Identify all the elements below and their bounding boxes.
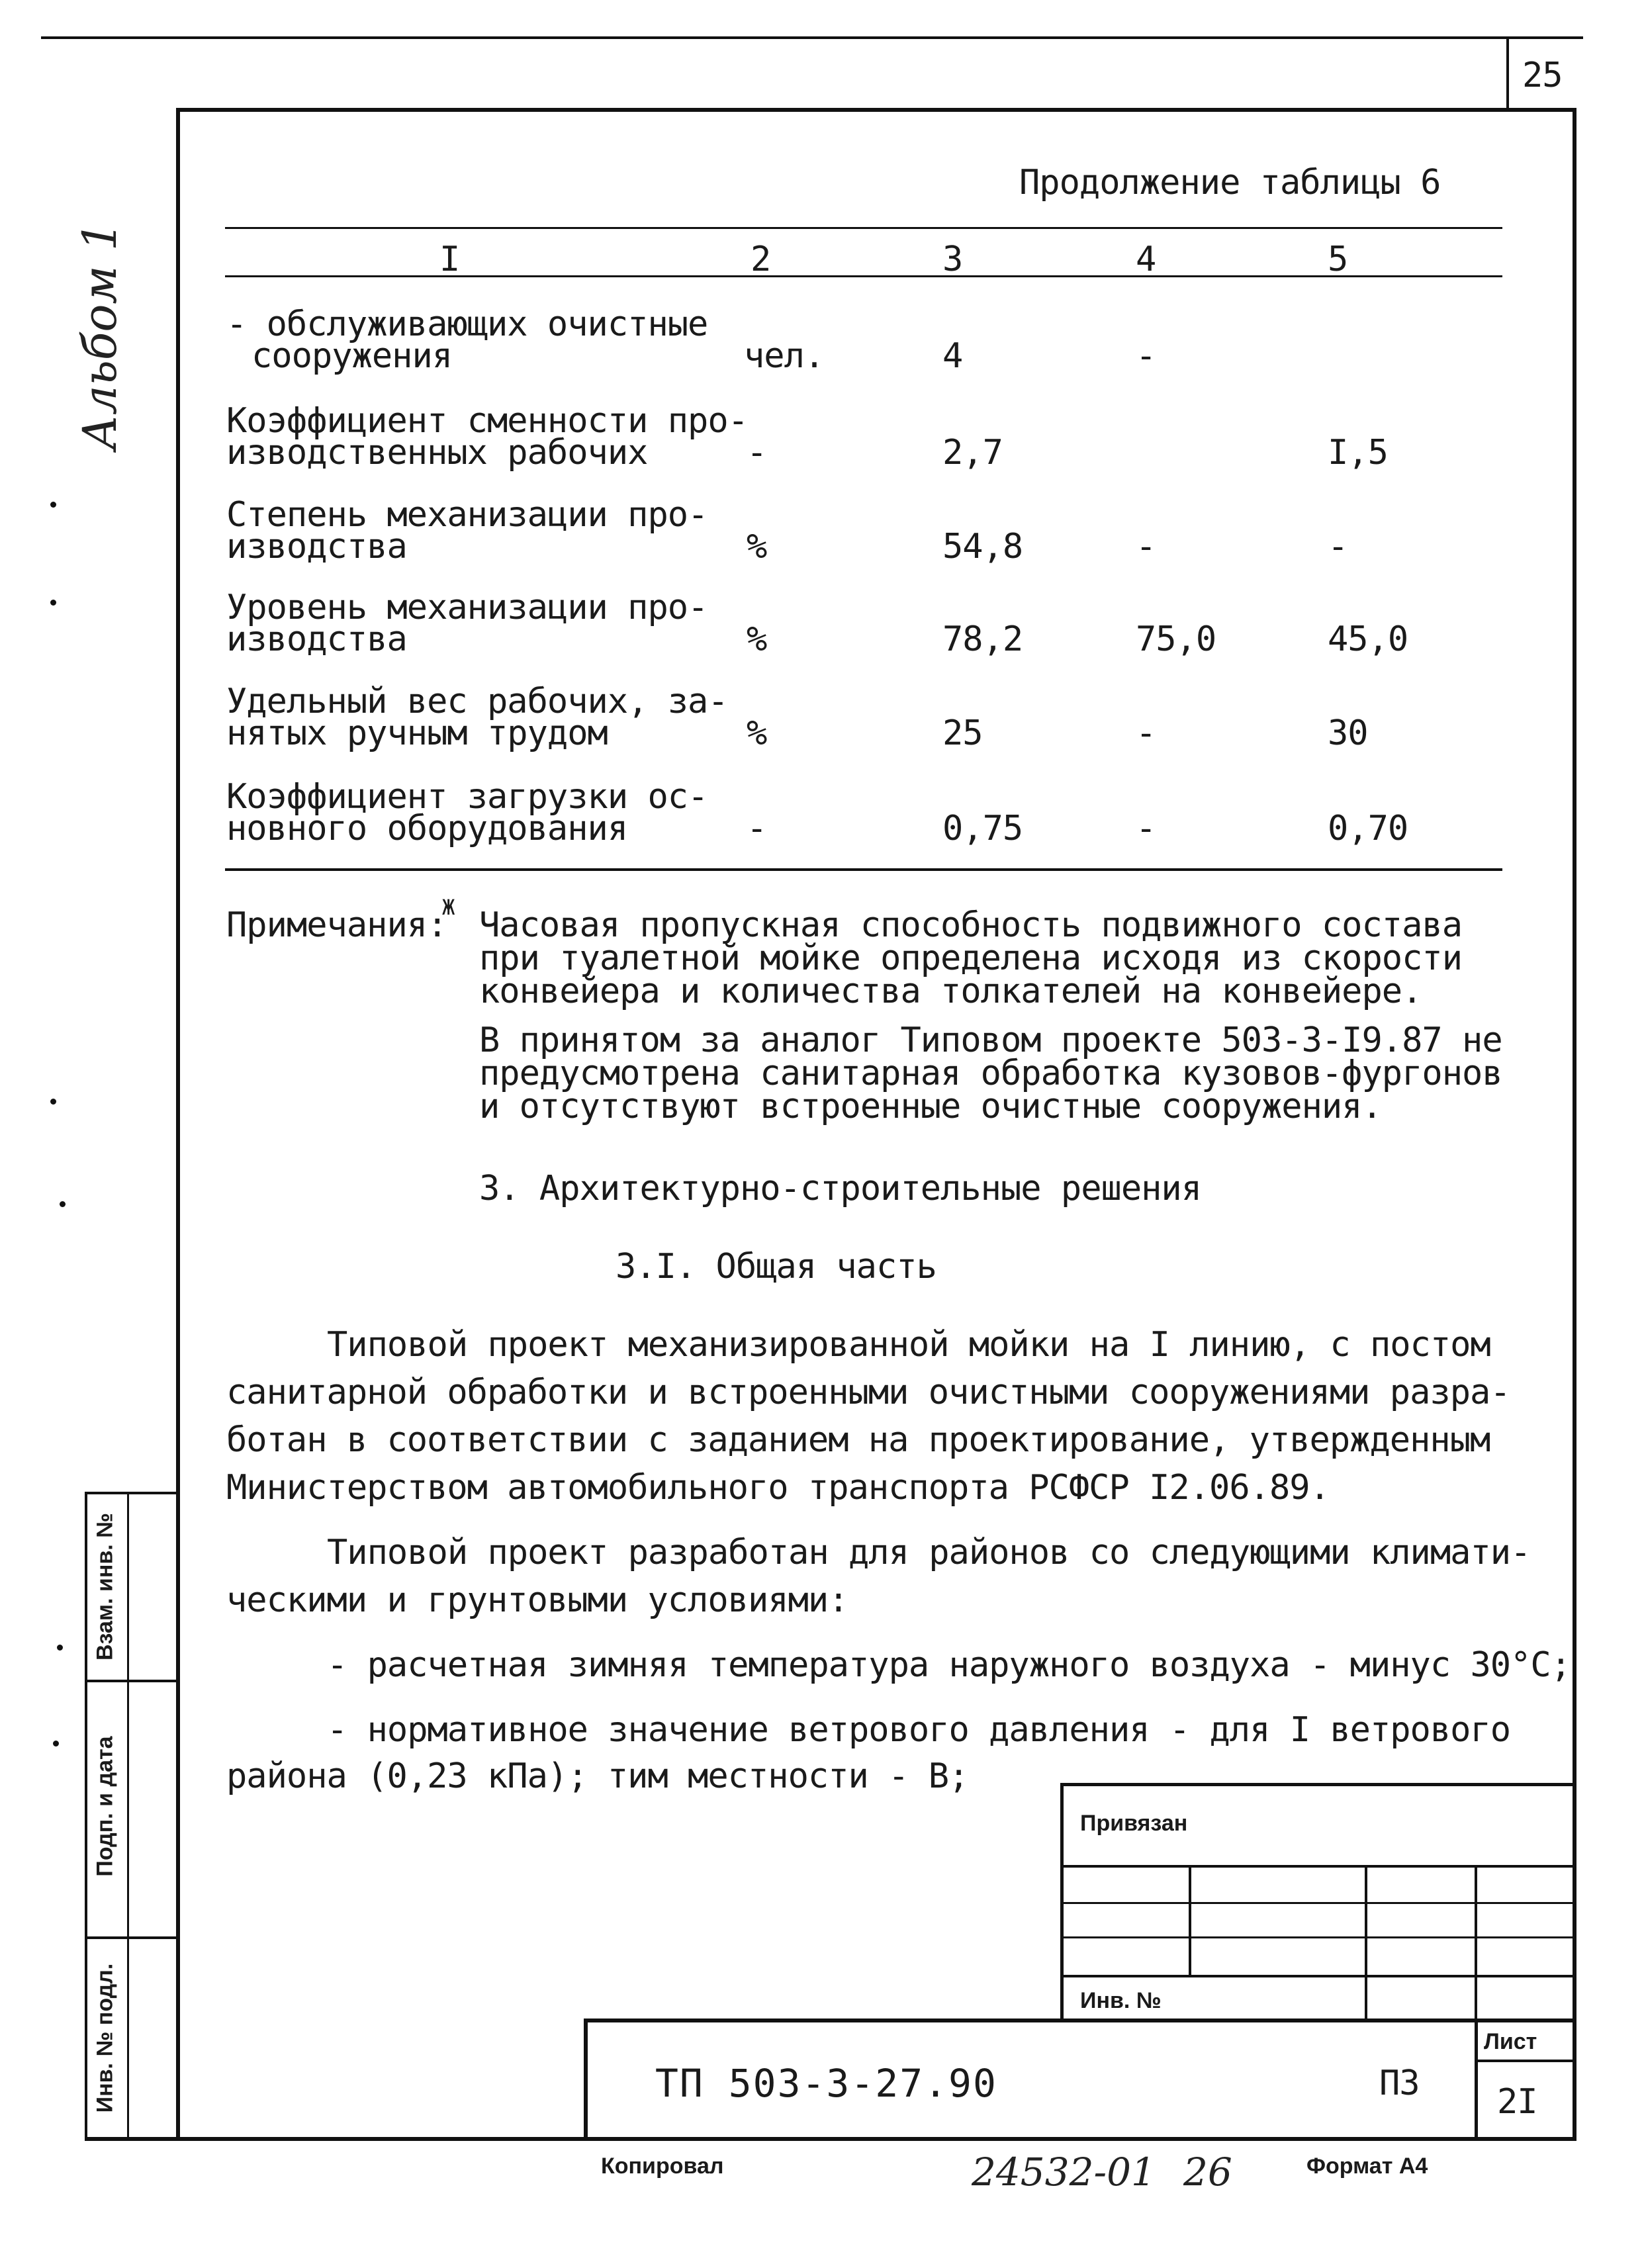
table-row-label: Удельный вес рабочих, за- [226, 682, 728, 721]
notes-marker: Ж [442, 895, 455, 920]
tb-col3 [1475, 1865, 1477, 2021]
tb-main-left [584, 2019, 588, 2140]
table-cell: 25 [942, 713, 983, 753]
footer-hand-page: 26 [1183, 2150, 1232, 2195]
table-continuation-title: Продолжение таблицы 6 [1019, 163, 1441, 203]
bullet-wind-line: - нормативное значение ветрового давления - для I ветрового [327, 1710, 1511, 1750]
tb-row2 [1062, 1902, 1575, 1904]
tb-doc-type: ПЗ [1379, 2064, 1420, 2103]
table-row-label: новного оборудования [226, 809, 628, 848]
note2-line: предусмотрена санитарная обработка кузовов-фургонов [479, 1054, 1502, 1093]
table-cell: 30 [1328, 713, 1368, 753]
footer-hand-number: 24532-01 [972, 2150, 1156, 2195]
margin-dot [57, 1645, 63, 1651]
note1-line: конвейера и количества толкателей на конвейере. [479, 972, 1422, 1011]
note1-line: Часовая пропускная способность подвижного состава [479, 905, 1463, 945]
table-cell: - [1136, 336, 1156, 376]
table-cell: 0,70 [1328, 809, 1408, 848]
table-header-col3: 3 [942, 240, 963, 279]
table-rule-bottom [225, 868, 1502, 871]
tb-main-top [585, 2019, 1575, 2022]
tb-col2 [1365, 1865, 1367, 2021]
table-cell: 0,75 [942, 809, 1023, 848]
table-header-col2: 2 [751, 240, 771, 279]
table-row-label: Степень механизации про- [226, 495, 708, 535]
table-row-label: Уровень механизации про- [226, 588, 708, 627]
side-stamp-inv: Инв. № подл. [92, 1963, 118, 2113]
bullet-temperature: - расчетная зимняя температура наружного воздуха - минус 30°С; [327, 1645, 1571, 1685]
table-cell: I,5 [1328, 433, 1388, 473]
tb-list-label: Лист [1484, 2029, 1537, 2054]
note2-line: В принятом за аналог Типовом проекте 503-3-I9.87 не [479, 1021, 1502, 1060]
side-stamp-divider [127, 1492, 129, 2140]
side-stamp-vzam: Взам. инв. № [92, 1512, 118, 1661]
margin-dot [50, 1099, 56, 1105]
table-cell: 54,8 [942, 527, 1023, 567]
table-row-label: изводственных рабочих [226, 433, 648, 473]
subsection-title: 3.I. Общая часть [616, 1247, 936, 1287]
tb-doc-code: ТП 503-3-27.90 [655, 2061, 997, 2106]
table-header-col4: 4 [1136, 240, 1156, 279]
bullet-wind-line: района (0,23 кПа); тим местности - В; [226, 1756, 969, 1796]
table-row-label: Коэффициент сменности про- [226, 401, 748, 441]
table-cell: 4 [942, 336, 963, 376]
table-header-col1: I [439, 240, 460, 279]
paragraph1-line: Типовой проект механизированной мойки на I линию, с постом [327, 1325, 1490, 1365]
table-cell: - [1136, 527, 1156, 567]
handwritten-album-label: Альбом 1 [73, 221, 127, 450]
table-rule-top [225, 227, 1502, 229]
side-stamp-podp: Подп. и дата [92, 1736, 118, 1877]
paragraph2-line: Типовой проект разработан для районов со следующими климати- [327, 1533, 1531, 1572]
tb-list-left [1475, 2019, 1478, 2140]
footer-format: Формат А4 [1306, 2154, 1428, 2179]
table-cell: - [1136, 713, 1156, 753]
table-row-unit: % [747, 527, 767, 567]
tb-list-sep [1475, 2060, 1575, 2062]
table-row-label: - обслуживающих очистные [226, 304, 708, 344]
note1-line: при туалетной мойке определена исходя из скорости [479, 938, 1463, 978]
table-row-unit: - [747, 433, 767, 473]
table-row-unit: % [747, 619, 767, 659]
paragraph2-line: ческими и грунтовыми условиями: [226, 1580, 848, 1620]
page-number: 25 [1522, 56, 1563, 95]
tb-row3 [1062, 1936, 1575, 1938]
side-stamp-left [85, 1492, 87, 2140]
table-cell: 2,7 [942, 433, 1003, 473]
tb-sheet-number: 2I [1497, 2082, 1537, 2122]
table-row-label: Коэффициент загрузки ос- [226, 777, 708, 817]
side-stamp-sep2 [85, 1936, 177, 1939]
footer-kopiroval: Копировал [601, 2154, 724, 2179]
table-cell: 75,0 [1136, 619, 1216, 659]
tb-inv-no: Инв. № [1080, 1988, 1162, 2013]
table-row-unit: - [747, 809, 767, 848]
tb-row4 [1062, 1975, 1575, 1977]
side-stamp-sep1 [85, 1680, 177, 1682]
table-rule-header [225, 275, 1502, 277]
paragraph1-line: ботан в соответствии с заданием на проектирование, утвержденным [226, 1420, 1490, 1460]
page-number-box-left [1506, 36, 1509, 111]
table-row-unit: чел. [744, 336, 825, 376]
top-rule [41, 36, 1583, 39]
tb-row1 [1062, 1865, 1575, 1868]
table-cell: - [1328, 527, 1348, 567]
table-cell: 78,2 [942, 619, 1023, 659]
paragraph1-line: Министерством автомобильного транспорта РСФСР I2.06.89. [226, 1468, 1330, 1508]
table-header-col5: 5 [1328, 240, 1348, 279]
table-cell: - [1136, 809, 1156, 848]
notes-label: Примечания: [226, 905, 447, 945]
table-row-label: изводства [226, 619, 407, 659]
margin-dot [50, 600, 56, 606]
note2-line: и отсутствуют встроенные очистные сооружения. [479, 1087, 1382, 1126]
side-stamp-top [85, 1492, 177, 1494]
paragraph1-line: санитарной обработки и встроенными очистными сооружениями разра- [226, 1373, 1510, 1412]
tb-col1 [1189, 1865, 1191, 1976]
tb-privyazan: Привязан [1080, 1811, 1188, 1836]
frame-bottom [85, 2137, 1576, 2141]
section-title: 3. Архитектурно-строительные решения [479, 1169, 1202, 1208]
table-row-label: нятых ручным трудом [226, 713, 608, 753]
frame-right [1573, 108, 1576, 2140]
table-row-label: сооружения [251, 336, 453, 376]
margin-dot [53, 1741, 59, 1746]
table-cell: 45,0 [1328, 619, 1408, 659]
frame-top [177, 108, 1575, 112]
table-row-label: изводства [226, 527, 407, 567]
table-row-unit: % [747, 713, 767, 753]
tb-privyazan-top [1062, 1783, 1575, 1786]
frame-left [176, 108, 180, 2140]
margin-dot [50, 502, 56, 508]
margin-dot [60, 1201, 66, 1207]
